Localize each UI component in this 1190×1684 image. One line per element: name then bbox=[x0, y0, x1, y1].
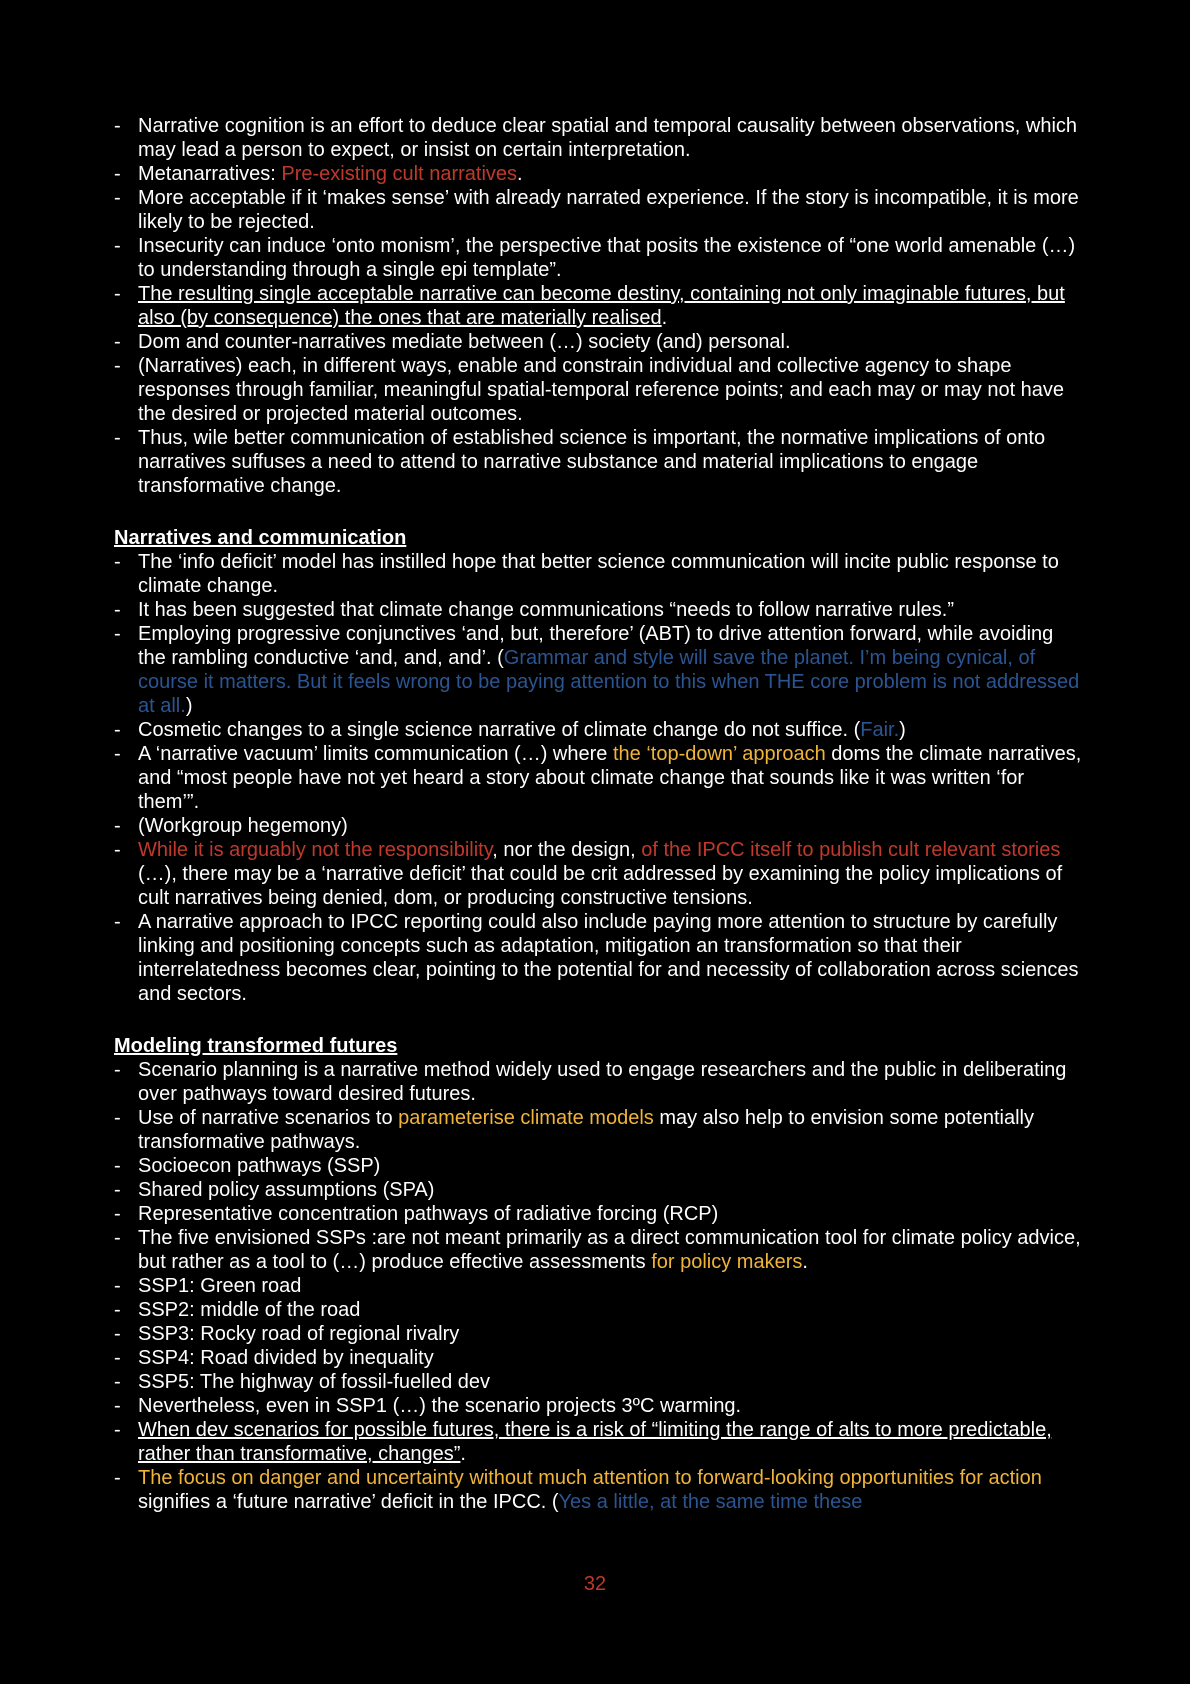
list-item bbox=[114, 1370, 1084, 1394]
text-segment: Nevertheless, even in SSP1 (…) the scenario projects 3ºC warming. bbox=[138, 1395, 742, 1417]
list-item bbox=[114, 186, 1084, 234]
text-segment: Shared policy assumptions (SPA) bbox=[138, 1179, 435, 1201]
list-item bbox=[114, 1226, 1084, 1274]
list-item bbox=[114, 550, 1084, 598]
text-segment: A ‘narrative vacuum’ limits communication (…) where bbox=[138, 743, 613, 765]
list-item bbox=[114, 426, 1084, 498]
annotation-amber: parameterise climate models bbox=[398, 1107, 654, 1129]
list-item bbox=[114, 1178, 1084, 1202]
text-segment: It has been suggested that climate change communications “needs to follow narrative rules.” bbox=[138, 599, 954, 621]
text-segment: The ‘info deficit’ model has instilled hope that better science communication will incite public response to climate change. bbox=[138, 551, 1059, 597]
list-item bbox=[114, 910, 1084, 1006]
text-segment: Employing progressive conjunctives ‘and, but, therefore’ (ABT) to drive attention forward, while avoiding the rambling conductive ‘and, and, and’. ( bbox=[138, 623, 1054, 669]
list-item bbox=[114, 1418, 1084, 1466]
text-segment: The five envisioned SSPs :are not meant primarily as a direct communication tool for climate policy advice, but rather as a tool to (…) produce effective assessments bbox=[138, 1227, 1081, 1273]
list-item bbox=[114, 1346, 1084, 1370]
page-number: 32 bbox=[583, 1573, 607, 1595]
text-segment: . bbox=[661, 307, 668, 329]
list-item bbox=[114, 718, 1084, 742]
annotation-red: While it is arguably not the responsibility bbox=[138, 839, 493, 861]
list-item bbox=[114, 162, 1084, 186]
list-item bbox=[114, 114, 1084, 162]
text-segment: (Narratives) each, in different ways, enable and constrain individual and collective agency to shape responses through familiar, meaningful spatial-temporal reference points; and each may or may not have the desired or projected material outcomes. bbox=[138, 355, 1065, 425]
text-segment: Insecurity can induce ‘onto monism’, the perspective that posits the existence of “one world amenable (…) to understanding through a single epi template”. bbox=[138, 235, 1076, 281]
text-segment: Representative concentration pathways of radiative forcing (RCP) bbox=[138, 1203, 719, 1225]
list-item bbox=[114, 1106, 1084, 1154]
text-segment: Use of narrative scenarios to bbox=[138, 1107, 399, 1129]
list-item bbox=[114, 1154, 1084, 1178]
annotation-blue: Yes a little, at the same time these bbox=[558, 1491, 863, 1513]
text-segment: (Workgroup hegemony) bbox=[138, 815, 348, 837]
text-segment: SSP3: Rocky road of regional rivalry bbox=[138, 1323, 460, 1345]
list-item bbox=[114, 354, 1084, 426]
list-item bbox=[114, 838, 1084, 910]
text-segment: may also help to envision some potentially transformative pathways. bbox=[138, 1107, 1034, 1153]
underlined-text: When dev scenarios for possible futures, there is a risk of “limiting the range of alts to more predictable, rather than transformative, changes” bbox=[138, 1419, 1052, 1465]
list-item bbox=[114, 1298, 1084, 1322]
annotation-red: of the IPCC itself to publish cult relevant stories bbox=[641, 839, 1061, 861]
list-item bbox=[114, 622, 1084, 718]
list-item bbox=[114, 814, 1084, 838]
list-item bbox=[114, 1394, 1084, 1418]
list-item bbox=[114, 1322, 1084, 1346]
text-segment: More acceptable if it ‘makes sense’ with already narrated experience. If the story is incompatible, it is more likely to be rejected. bbox=[138, 187, 1079, 233]
text-segment: A narrative approach to IPCC reporting could also include paying more attention to structure by carefully linking and positioning concepts such as adaptation, mitigation an transformation so that their interrelatedness becomes clear, pointing to the potential for and necessity of collaboration across sciences and sectors. bbox=[138, 911, 1079, 1005]
annotation-red: Pre-existing cult narratives bbox=[281, 163, 518, 185]
text-segment: Narrative cognition is an effort to deduce clear spatial and temporal causality between observations, which may lead a person to expect, or insist on certain interpretation. bbox=[138, 115, 1078, 161]
text-segment: Socioecon pathways (SSP) bbox=[138, 1155, 381, 1177]
bullet-list-modeling-futures bbox=[114, 1058, 1084, 1514]
text-segment: . bbox=[802, 1251, 808, 1273]
text-segment: ) bbox=[899, 719, 906, 741]
text-segment: , nor the design, bbox=[492, 839, 642, 861]
list-item bbox=[114, 234, 1084, 282]
list-item bbox=[114, 598, 1084, 622]
annotation-amber: the ‘top-down’ approach bbox=[612, 743, 826, 765]
annotation-blue: Fair. bbox=[860, 719, 900, 741]
text-segment: (…), there may be a ‘narrative deficit’ that could be crit addressed by examining the policy implications of cult narratives being denied, dom, or producing constructive tensions. bbox=[138, 863, 1063, 909]
text-segment: signifies a ‘future narrative’ deficit in the IPCC. ( bbox=[138, 1491, 559, 1513]
annotation-amber: for policy makers bbox=[651, 1251, 803, 1273]
text-segment: Metanarratives: bbox=[138, 163, 282, 185]
section-heading-narratives-communication: Narratives and communication bbox=[114, 527, 407, 549]
text-segment: SSP5: The highway of fossil-fuelled dev bbox=[138, 1371, 491, 1393]
list-item bbox=[114, 1202, 1084, 1226]
text-segment: doms the climate narratives, and “most people have not yet heard a story about climate change that sounds like it was written ‘for them’”. bbox=[138, 743, 1082, 813]
list-item bbox=[114, 282, 1084, 330]
list-item bbox=[114, 742, 1084, 814]
text-segment: . bbox=[460, 1443, 466, 1465]
section-gap bbox=[114, 498, 1084, 526]
text-segment: ) bbox=[185, 695, 193, 717]
text-segment: SSP4: Road divided by inequality bbox=[138, 1347, 434, 1369]
text-segment: SSP2: middle of the road bbox=[138, 1299, 361, 1321]
list-item bbox=[114, 330, 1084, 354]
list-item bbox=[114, 1274, 1084, 1298]
section-heading-modeling-futures: Modeling transformed futures bbox=[114, 1035, 398, 1057]
text-segment: Cosmetic changes to a single science narrative of climate change do not suffice. ( bbox=[138, 719, 861, 741]
underlined-text: The resulting single acceptable narrative can become destiny, containing not only imaginable futures, but also (by consequence) the ones that are materially realised bbox=[138, 283, 1065, 329]
list-item bbox=[114, 1466, 1084, 1514]
text-segment: Thus, wile better communication of established science is important, the normative implications of onto narratives suffuses a need to attend to narrative substance and material implications to engage transformative change. bbox=[138, 427, 1046, 497]
text-segment: SSP1: Green road bbox=[138, 1275, 302, 1297]
document-page bbox=[114, 114, 1084, 1514]
text-segment: . bbox=[517, 163, 523, 185]
annotation-blue: Grammar and style will save the planet. I’m being cynical, of course it matters. But it feels wrong to be paying attention to this when THE core problem is not addressed at all. bbox=[138, 647, 1080, 717]
text-segment: Dom and counter-narratives mediate between (…) society (and) personal. bbox=[138, 331, 791, 353]
annotation-amber: The focus on danger and uncertainty without much attention to forward-looking opportunities for action bbox=[138, 1467, 1042, 1489]
list-item bbox=[114, 1058, 1084, 1106]
text-segment: Scenario planning is a narrative method widely used to engage researchers and the public in deliberating over pathways toward desired futures. bbox=[138, 1059, 1067, 1105]
section-gap bbox=[114, 1006, 1084, 1034]
bullet-list-intro bbox=[114, 114, 1084, 498]
bullet-list-narratives-communication bbox=[114, 550, 1084, 1006]
